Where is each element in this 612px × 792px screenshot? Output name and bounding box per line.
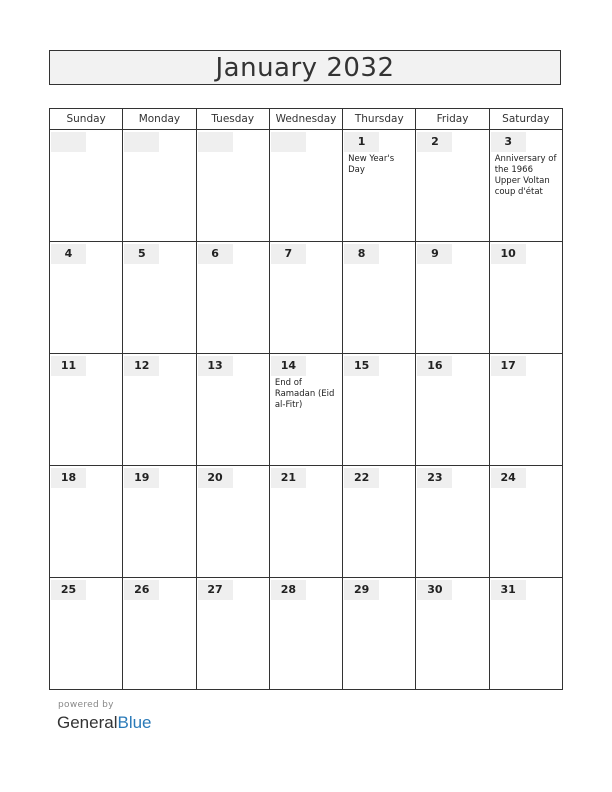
footer-brand: [57, 700, 152, 733]
day-number: 10: [491, 244, 526, 264]
day-number: 29: [344, 580, 379, 600]
day-number: 17: [491, 356, 526, 376]
calendar-day-cell: [50, 130, 123, 242]
calendar-title: January 2032: [215, 52, 395, 83]
calendar-day-cell: [343, 354, 416, 466]
day-number: [51, 132, 86, 152]
calendar-day-cell: [416, 130, 489, 242]
calendar-grid: [49, 108, 563, 690]
weekday-tuesday: Tuesday: [196, 109, 269, 130]
calendar-week-row: [50, 130, 563, 242]
day-number: 31: [491, 580, 526, 600]
calendar-day-cell: [50, 466, 123, 578]
weekday-header-row: [50, 109, 563, 130]
day-number: 11: [51, 356, 86, 376]
calendar-day-cell: [269, 466, 342, 578]
calendar-day-cell: [489, 466, 562, 578]
calendar-day-cell: [196, 578, 269, 690]
day-number: 3: [491, 132, 526, 152]
weekday-friday: Friday: [416, 109, 489, 130]
calendar-day-cell: [269, 242, 342, 354]
calendar-day-cell: [123, 466, 196, 578]
calendar-day-cell: [343, 578, 416, 690]
day-number: 5: [124, 244, 159, 264]
calendar-day-cell: [343, 466, 416, 578]
day-number: [271, 132, 306, 152]
day-number: 4: [51, 244, 86, 264]
calendar-week-row: [50, 242, 563, 354]
calendar-day-cell: [123, 578, 196, 690]
calendar-day-cell: [50, 578, 123, 690]
day-number: 14: [271, 356, 306, 376]
calendar-body: [50, 130, 563, 690]
day-number: 7: [271, 244, 306, 264]
calendar-day-cell: [416, 578, 489, 690]
day-number: 22: [344, 468, 379, 488]
calendar-title-box: [49, 50, 561, 85]
calendar-day-cell: [123, 354, 196, 466]
day-number: 30: [417, 580, 452, 600]
weekday-monday: Monday: [123, 109, 196, 130]
calendar-day-cell: [416, 354, 489, 466]
calendar-day-cell: [416, 242, 489, 354]
calendar-day-cell: [269, 578, 342, 690]
calendar-day-cell: [489, 130, 562, 242]
calendar-day-cell: [196, 130, 269, 242]
calendar-day-cell: [50, 242, 123, 354]
calendar-day-cell: [343, 130, 416, 242]
calendar-day-cell: [196, 242, 269, 354]
day-number: [198, 132, 233, 152]
weekday-sunday: Sunday: [50, 109, 123, 130]
weekday-saturday: Saturday: [489, 109, 562, 130]
calendar-day-cell: [50, 354, 123, 466]
calendar-day-cell: [269, 354, 342, 466]
calendar-day-cell: [196, 354, 269, 466]
day-number: 12: [124, 356, 159, 376]
day-number: 23: [417, 468, 452, 488]
holiday-label: New Year's Day: [348, 154, 395, 175]
day-number: [124, 132, 159, 152]
day-number: 26: [124, 580, 159, 600]
day-number: 19: [124, 468, 159, 488]
day-number: 25: [51, 580, 86, 600]
calendar-day-cell: [269, 130, 342, 242]
day-number: 20: [198, 468, 233, 488]
calendar-day-cell: [196, 466, 269, 578]
calendar-day-cell: [416, 466, 489, 578]
weekday-wednesday: Wednesday: [269, 109, 342, 130]
day-number: 2: [417, 132, 452, 152]
logo-blue-text: Blue: [117, 713, 152, 732]
day-number: 21: [271, 468, 306, 488]
calendar-day-cell: [123, 130, 196, 242]
weekday-thursday: Thursday: [343, 109, 416, 130]
powered-by-text: powered by: [58, 700, 114, 710]
holiday-label: Anniversary of the 1966 Upper Voltan coup d'état: [494, 154, 557, 197]
day-number: 1: [344, 132, 379, 152]
calendar-day-cell: [489, 354, 562, 466]
logo-general-text: General: [57, 713, 118, 732]
day-number: 28: [271, 580, 306, 600]
day-number: 16: [417, 356, 452, 376]
day-number: 15: [344, 356, 379, 376]
calendar-week-row: [50, 354, 563, 466]
day-number: 24: [491, 468, 526, 488]
calendar-day-cell: [489, 578, 562, 690]
calendar-day-cell: [343, 242, 416, 354]
calendar-day-cell: [489, 242, 562, 354]
calendar-week-row: [50, 466, 563, 578]
day-number: 18: [51, 468, 86, 488]
day-number: 13: [198, 356, 233, 376]
holiday-label: End of Ramadan (Eid al-Fitr): [274, 378, 335, 410]
day-number: 9: [417, 244, 452, 264]
generalblue-logo: [57, 713, 152, 733]
day-number: 6: [198, 244, 233, 264]
day-number: 8: [344, 244, 379, 264]
day-number: 27: [198, 580, 233, 600]
calendar-day-cell: [123, 242, 196, 354]
calendar-week-row: [50, 578, 563, 690]
